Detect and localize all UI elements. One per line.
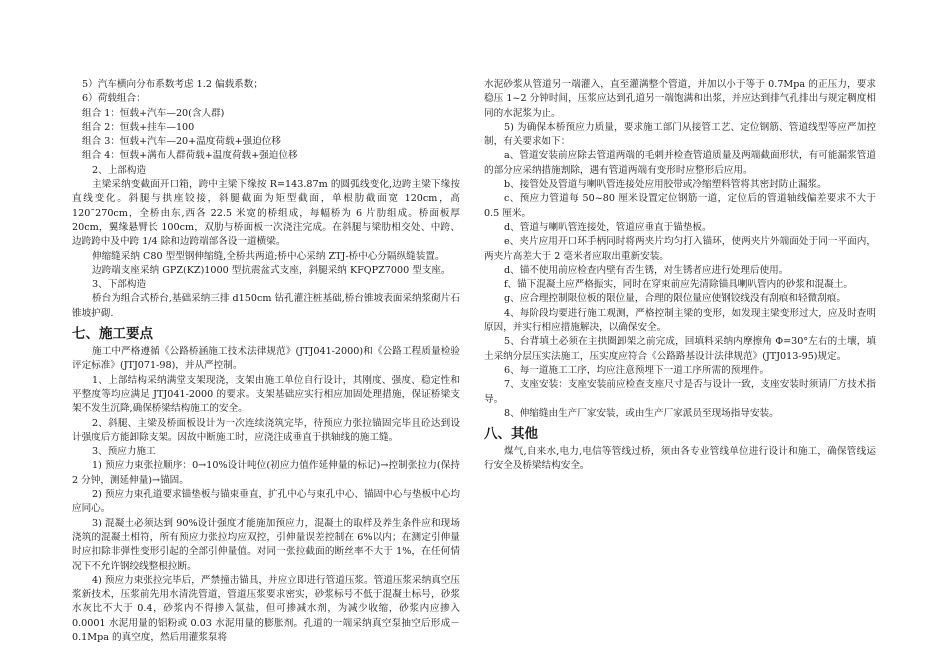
text-paragraph: f、锚下混凝土应严格振实，同时在穿束前应先清除锚具喇叭管内的砂浆和混凝土。 [504, 279, 853, 291]
text-paragraph: 8、伸缩缝由生产厂家安装，或由生产厂家派员至现场指导安装。 [504, 407, 779, 419]
text-paragraph: 2、斜腿、主梁及桥面板设计为一次连续浇筑完毕，待预应力张拉锚固完毕且砼达到设计强度后方能卸除支架。因故中断施工时，应浇注成垂直于拱轴线的施工缝。 [72, 417, 460, 443]
section-heading: 八、其他 [484, 426, 538, 443]
text-paragraph: c、预应力管道每 50~80 厘米设置定位钢筋一道，定位后的管道轴线偏差要求不大于 0.5 厘米。 [484, 193, 876, 219]
text-paragraph: 7、支座安装：支座安装前应检查支座尺寸是否与设计一致，支座安装时须请厂方技术指导。 [484, 379, 876, 405]
text-paragraph: 3、预应力施工 [92, 446, 156, 458]
text-paragraph: 组合 3：恒载+汽车—20+温度荷载+强迫位移 [82, 136, 281, 148]
text-paragraph: 2、上部构造 [92, 164, 147, 176]
text-paragraph: 组合 2：恒载+挂车—100 [82, 121, 195, 133]
text-paragraph: 5、台背填土必须在主拱圈卸架之前完成，回填料采纳内摩擦角 Φ=30°左右的土壤，填土采纳分层压实法施工，压实度应符合《公路路基设计法律规范》(JTJ013-95)规定。 [484, 336, 876, 362]
text-paragraph: 1) 预应力束张拉顺序：0→10%设计吨位(初应力值作延伸量的标记)→控制张拉力(保持 2 分钟，测延伸量)→锚固。 [72, 460, 460, 486]
text-paragraph: 水泥砂浆从管道另一端灌入，直至灌满整个管道，并加以小于等于 0.7Mpa 的正压力，要求稳压 1~2 分钟时间，压浆应达到孔道另一端饱满和出浆，并应达到排气孔排出与规定稠度相同的水泥浆为止。 [484, 79, 876, 119]
text-paragraph: 3) 混凝土必须达到 90%设计强度才能施加预应力，混凝土的取样及养生条件应和现场浇筑的混凝土相符，所有预应力张拉均应双控，引伸量误差控制在 6%以内；在测定引伸量时应扣除非弹性变形引起的全部引伸量值。对同一张拉截面的断丝率不大于 1%，在任何情况下不允许钢绞线整根拉断。 [72, 517, 460, 572]
right-column [484, 78, 876, 474]
left-column [72, 78, 460, 645]
text-paragraph: 6）荷载组合： [82, 93, 146, 105]
text-paragraph: 4) 预应力束张拉完毕后，严禁撞击锚具，并应立即进行管道压浆。管道压浆采纳真空压浆新技术，压浆前先用水清洗管道，管道压浆要求密实，砂浆标号不低于混凝土标号，砂浆水灰比不大于 0.4，砂浆内不得掺入氯盐，但可掺减水剂，为减少收缩，砂浆内应掺入 0.0001 水泥用量的铝粉或 0.03 水泥用量的膨胀剂。孔道的一端采纳真空泵抽空后形成－0.1Mpa 的真空度，然后用灌浆泵将 [72, 574, 460, 643]
text-paragraph: 5) 为确保本桥预应力质量，要求施工部门从接管工艺、定位钢筋、管道线型等应严加控制，有关要求如下： [484, 121, 876, 148]
text-paragraph: 施工中严格遵循《公路桥涵施工技术法律规范》(JTJ041-2000)和《公路工程质量检验评定标准》(JTJ071-98)，并从严控制。 [72, 346, 460, 372]
text-paragraph: 2) 预应力束孔道要求锚垫板与锚束垂直，扩孔中心与束孔中心、锚固中心与垫板中心均应同心。 [72, 489, 460, 515]
text-paragraph: 6、每一道施工工序，均应注意预埋下一道工序所需的预埋件。 [504, 364, 770, 376]
text-paragraph: g、应合理控制限位板的限位量，合理的限位量应使钢铰线没有刮痕和轻微刮痕。 [504, 293, 846, 305]
text-paragraph: e、夹片应用开口环手柄同时将两夹片均匀打入锚环，使两夹片外端面处于同一平面内，两夹片高差大于 2 毫米者应取出重新安装。 [484, 236, 876, 262]
text-paragraph: 4、每阶段均要进行施工观测，严格控制主梁的变形，如发现主梁变形过大，应及时查明原因，并实行相应措施解决，以确保安全。 [484, 307, 876, 334]
text-paragraph: 主梁采纳变截面开口箱，跨中主梁下缘按 R=143.87m 的圆弧线变化,边跨主梁下缘按直线变化。斜腿与拱座铰接，斜腿截面为矩型截面，单根肋截面宽 120cm，高 120˜270cm，全桥由东,西各 22.5 米宽的桥组成，每幅桥为 6 片肋组成。桥面板厚 20cm，翼缘悬臂长 100cm，双肋与桥面板一次浇注完成。在斜腿与梁肋相交处、中跨、边跨跨中及中跨 1/4 除和边跨端部各设一道横梁。 [72, 179, 460, 248]
text-paragraph: 3、下部构造 [92, 279, 147, 291]
text-paragraph: 边跨端支座采纳 GPZ(KZ)1000 型抗震盆式支座，斜腿采纳 KFQPZ7000 型支座。 [92, 264, 451, 276]
text-paragraph: 组合 1：恒载+汽车—20(含人群) [82, 107, 225, 119]
text-paragraph: 煤气,自来水,电力,电信等管线过桥，须由各专业管线单位进行设计和施工，确保管线运行安全及桥梁结构安全。 [484, 446, 876, 472]
text-paragraph: d、锚不使用前应检查内壁有否生锈，对生锈者应进行处理后使用。 [504, 264, 789, 276]
text-paragraph: 桥台为组合式桥台,基础采纳三排 d150cm 钻孔灌注桩基础,桥台锥坡表面采纳浆砌片石锥坡护砌. [72, 293, 460, 319]
text-paragraph: d、管道与喇叭管连接处，管道应垂直于锚垫板。 [504, 221, 712, 233]
text-paragraph: 5）汽车横向分布系数考虑 1.2 偏载系数； [82, 79, 263, 90]
text-paragraph: 伸缩缝采纳 C80 型型钢伸缩缝,全桥共两道;桥中心采纳 ZTJ-桥中心分隔纵缝装置。 [92, 250, 445, 262]
text-paragraph: 1、上部结构采纳满堂支架现浇，支架由施工单位自行设计，其刚度、强度、稳定性和平整度等均应满足 JTJ041-2000 的要求。支架基础应实行相应加固处理措施，保证桥梁支架不发生沉降,确保桥梁结构施工的安全。 [72, 374, 460, 415]
section-heading: 七、施工要点 [72, 326, 153, 343]
text-paragraph: a、管道安装前应除去管道两端的毛刺并检查管道质量及两端截面形状，有可能漏浆管道的部分应采纳措施割除，遇有管道两端有变形时应整形后应用。 [484, 150, 876, 176]
text-paragraph: b、接管处及管道与喇叭管连接处应用胶带或冷缩塑料管将其密封防止漏浆。 [504, 179, 827, 191]
text-paragraph: 组合 4：恒载+满布人群荷载+温度荷载+强迫位移 [82, 150, 298, 162]
